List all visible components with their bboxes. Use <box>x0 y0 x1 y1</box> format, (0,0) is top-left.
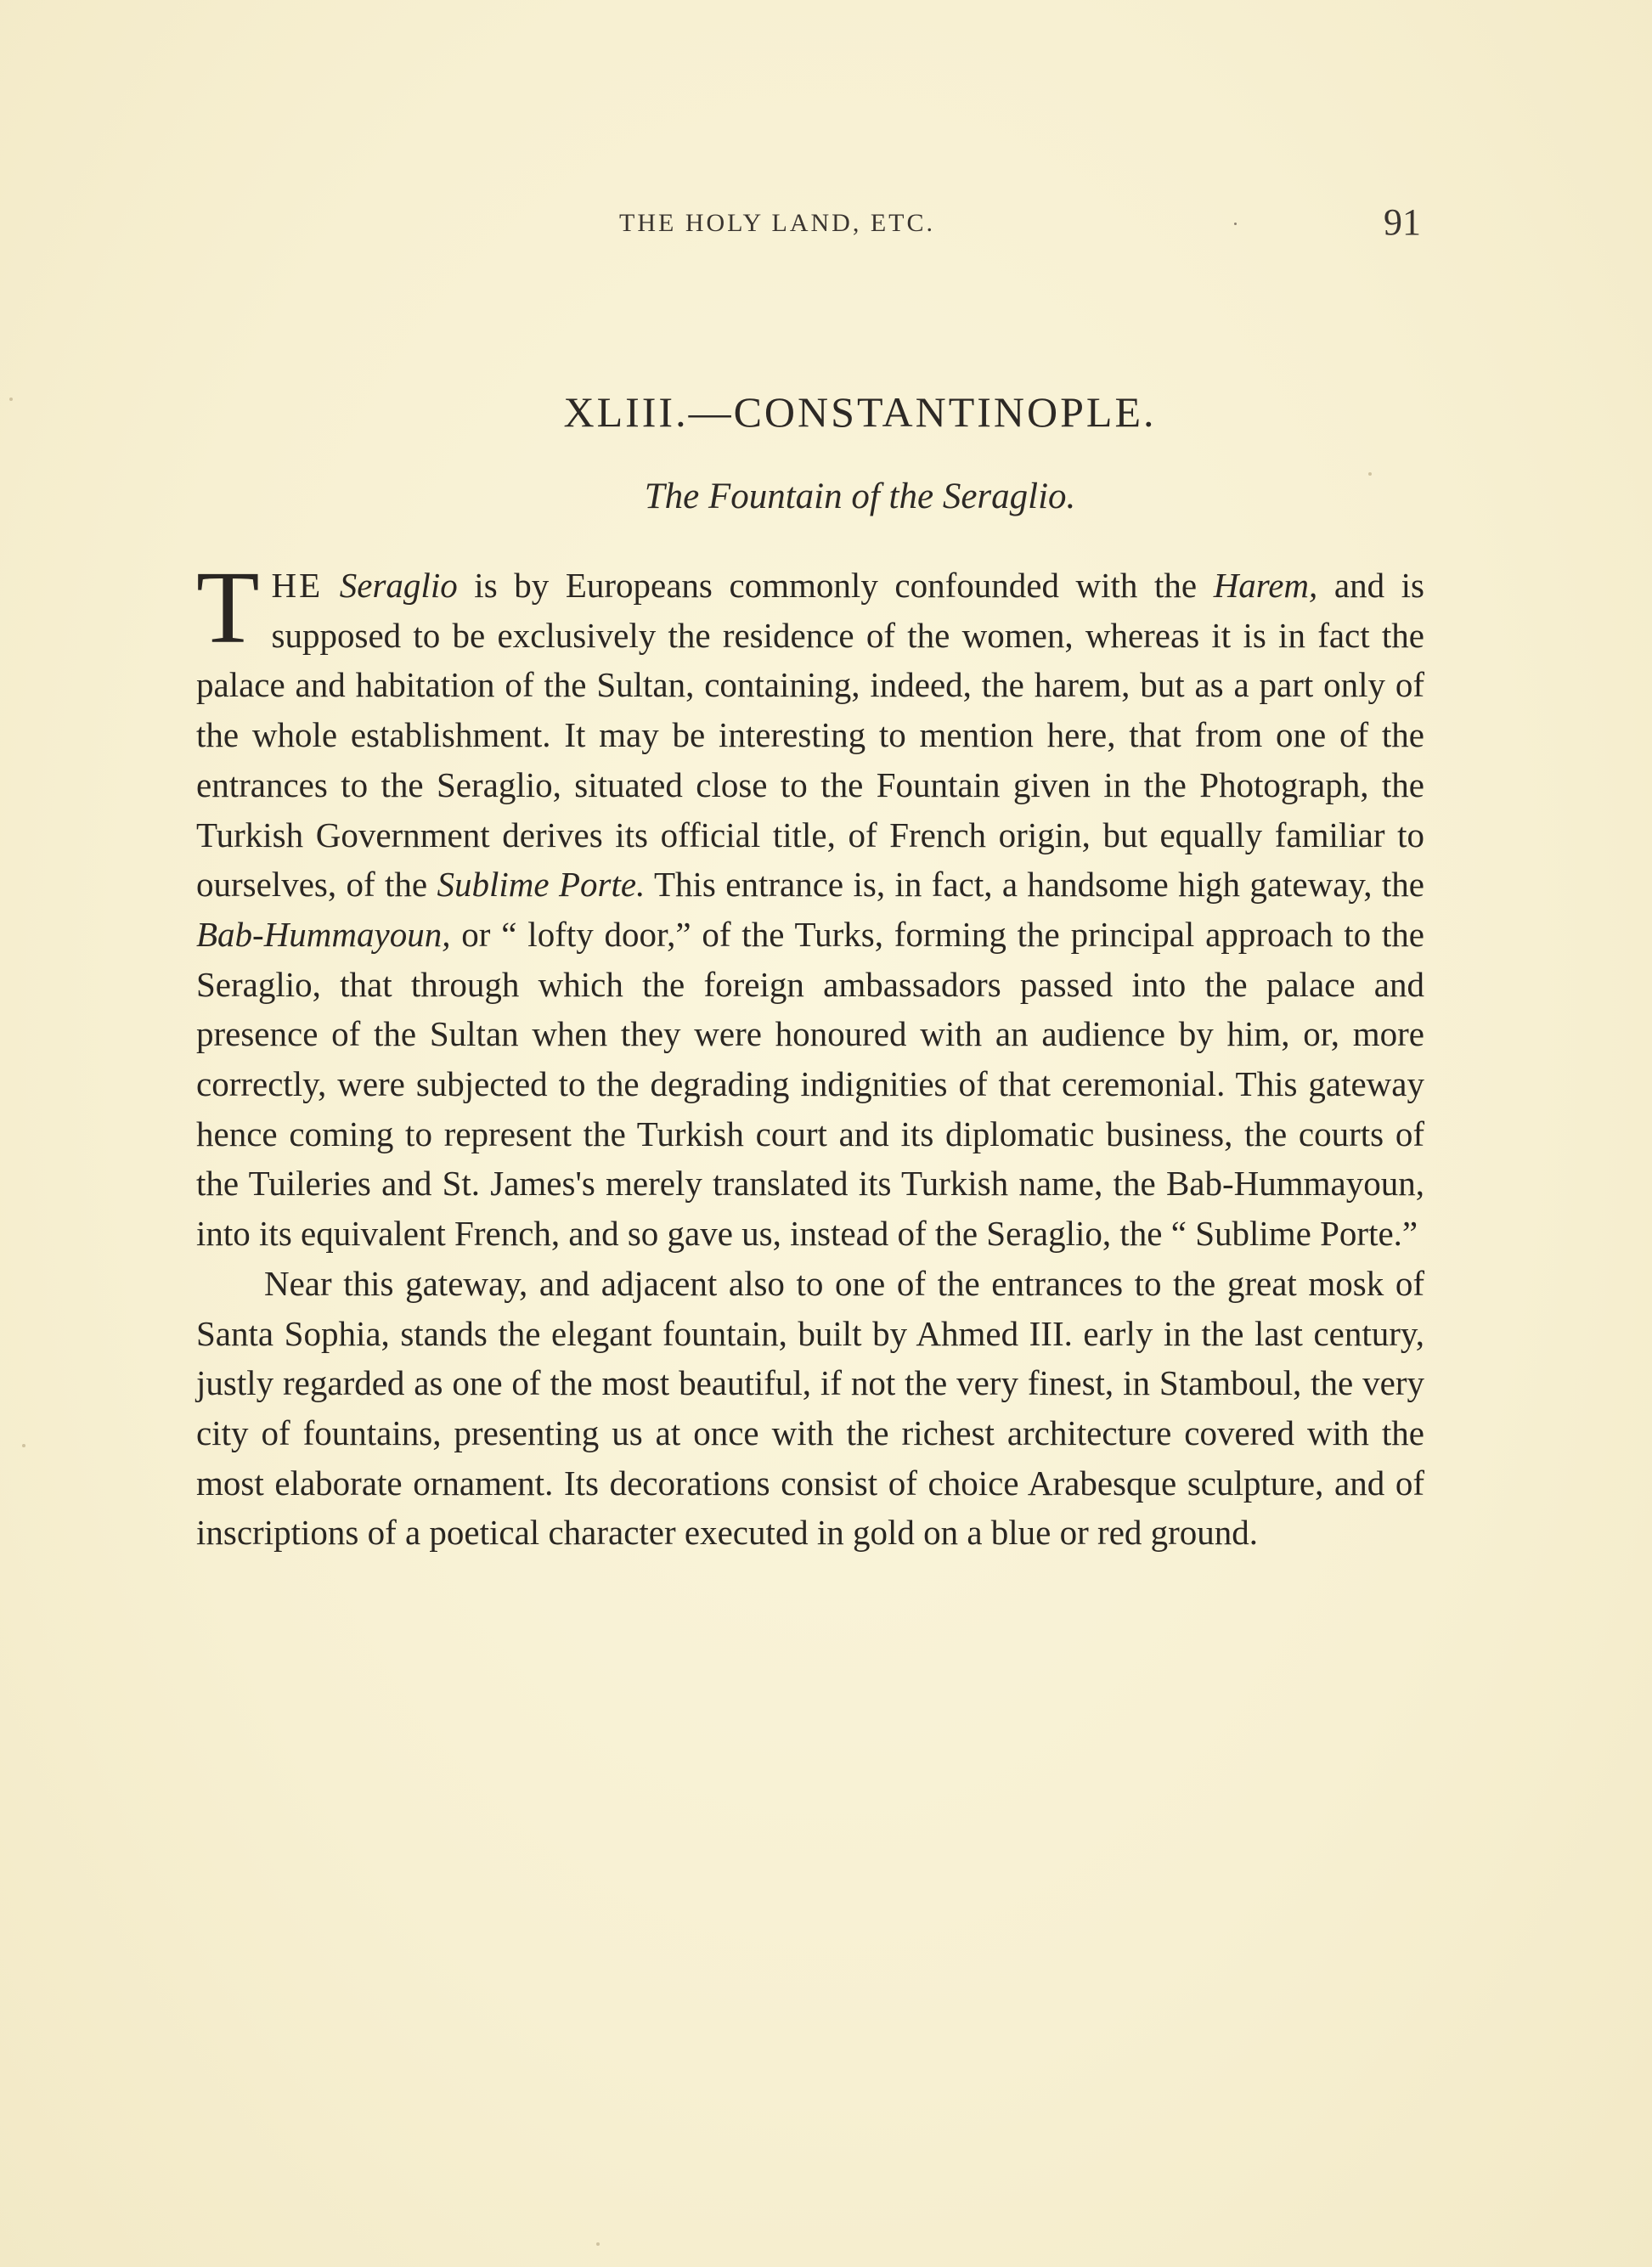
text-run: is by Europeans commonly confounded with the <box>457 566 1214 605</box>
italic-term: Seraglio <box>339 566 458 605</box>
ink-dot <box>1234 223 1237 225</box>
text-run: This entrance is, in fact, a handsome high gateway, the <box>645 865 1425 905</box>
paper-fleck <box>22 1444 25 1447</box>
page-number: 91 <box>1384 201 1421 243</box>
paragraph-2: Near this gateway, and adjacent also to one of the entrances to the great mosk of Santa Sophia, stands the elegant fountain, built by Ahmed III. early in the last century, justly regarded as one of the most beautiful, if not the very finest, in Stamboul, the very city of fountains, presenting us at once with the richest architecture covered with the most elaborate ornament. Its decorations consist of choice Arabesque sculpture, and of inscriptions of a poetical character executed in gold on a blue or red ground. <box>196 1263 1424 1553</box>
paper-fleck <box>9 398 13 401</box>
paper-fleck <box>596 2242 600 2246</box>
paragraph-1 <box>196 550 1425 1259</box>
paper-fleck <box>1368 472 1372 476</box>
body-text <box>196 550 1425 1558</box>
running-head: THE HOLY LAND, ETC. <box>619 209 935 237</box>
drop-cap: T <box>196 550 260 665</box>
text-run: and is supposed to be exclusively the residence of the women, whereas it is in fact the palace and habitation of the Sultan, containing, indeed, the harem, but as a part only of the whole establishment. It may be interesting to mention here, that from one of the entrances to the Seraglio, situated close to the Fountain given in the Photograph, the Turkish Government derives its official title, of French origin, but equally familiar to ourselves, of the <box>196 566 1425 905</box>
italic-term: Bab-Hummayoun, <box>196 914 451 954</box>
italic-term: Harem, <box>1213 566 1318 605</box>
first-word-rest: HE <box>271 566 324 605</box>
chapter-subtitle: The Fountain of the Seraglio. <box>644 477 1076 516</box>
chapter-title: XLIII.—CONSTANTINOPLE. <box>563 388 1157 436</box>
text-run <box>323 566 340 605</box>
text-run: or “ lofty door,” of the Turks, forming the principal approach to the Seraglio, that through which the foreign ambassadors passed into the palace and presence of the Sultan when they were honoured with an audience by him, or, more correctly, were subjected to the degrading indignities of that ceremonial. This gateway hence coming to represent the Turkish court and its diplomatic business, the courts of the Tuileries and St. James's merely translated its Turkish name, the Bab-Hummayoun, into its equivalent French, and so gave us, instead of the Seraglio, the “ Sublime Porte.” <box>196 914 1424 1254</box>
italic-term: Sublime Porte. <box>437 865 646 905</box>
